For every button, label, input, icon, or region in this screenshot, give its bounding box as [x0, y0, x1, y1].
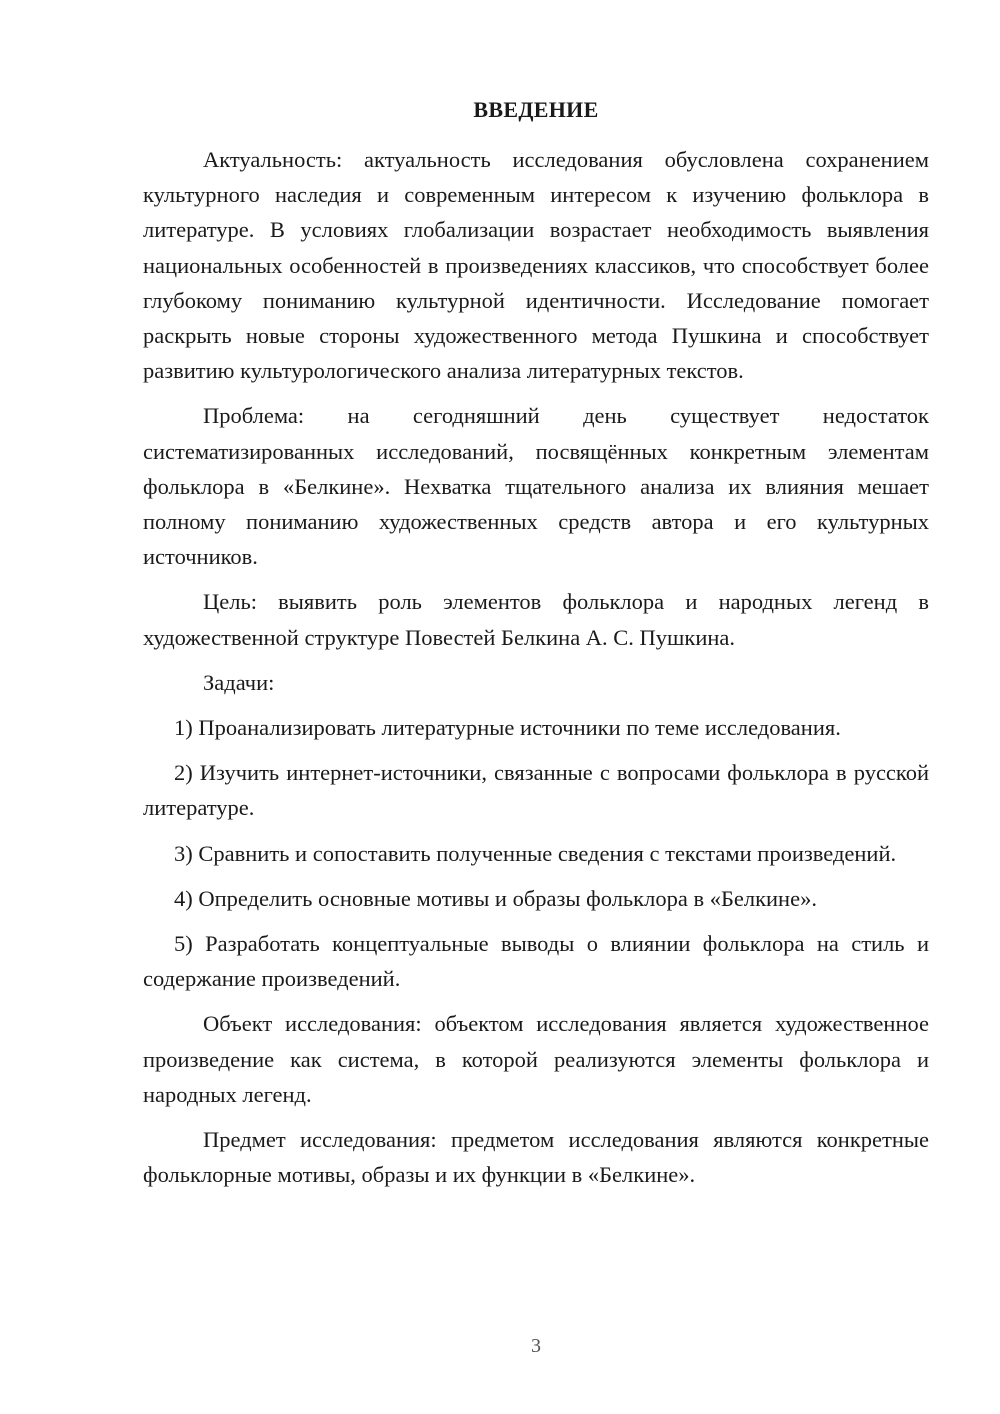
paragraph-subject: Предмет исследования: предметом исследования являются конкретные фольклорные мотивы, образы и их функции в «Белкине». [143, 1127, 929, 1188]
section-title: ВВЕДЕНИЕ [473, 97, 599, 122]
paragraph-goal: Цель: выявить роль элементов фольклора и народных легенд в художественной структуре Повестей Белкина А. С. Пушкина. [143, 589, 929, 650]
task-item-5: 5) Разработать концептуальные выводы о влиянии фольклора на стиль и содержание произведений. [143, 931, 929, 992]
page-number: 3 [531, 1335, 541, 1357]
paragraph-problem: Проблема: на сегодняшний день существует недостаток систематизированных исследований, посвящённых конкретным элементам фольклора в «Белкине». Нехватка тщательного анализа их влияния мешает полному пониманию художественных средств автора и его культурных источников. [143, 403, 929, 570]
task-item-2: 2) Изучить интернет-источники, связанные с вопросами фольклора в русской литературе. [143, 760, 929, 821]
document-page [143, 0, 929, 1414]
task-item-1: 1) Проанализировать литературные источники по теме исследования. [174, 715, 841, 741]
paragraph-object: Объект исследования: объектом исследования является художественное произведение как система, в которой реализуются элементы фольклора и народных легенд. [143, 1011, 929, 1107]
tasks-heading: Задачи: [203, 669, 275, 695]
task-item-3: 3) Сравнить и сопоставить полученные сведения с текстами произведений. [174, 840, 897, 866]
document-body [143, 142, 929, 1202]
paragraph-relevance: Актуальность: актуальность исследования обусловлена сохранением культурного наследия и современным интересом к изучению фольклора в литературе. В условиях глобализации возрастает необходимость выявления национальных особенностей в произведениях классиков, что способствует более глубокому пониманию культурной идентичности. Исследование помогает раскрыть новые стороны художественного метода Пушкина и способствует развитию культурологического анализа литературных текстов. [143, 147, 929, 384]
task-item-4: 4) Определить основные мотивы и образы фольклора в «Белкине». [174, 885, 817, 911]
